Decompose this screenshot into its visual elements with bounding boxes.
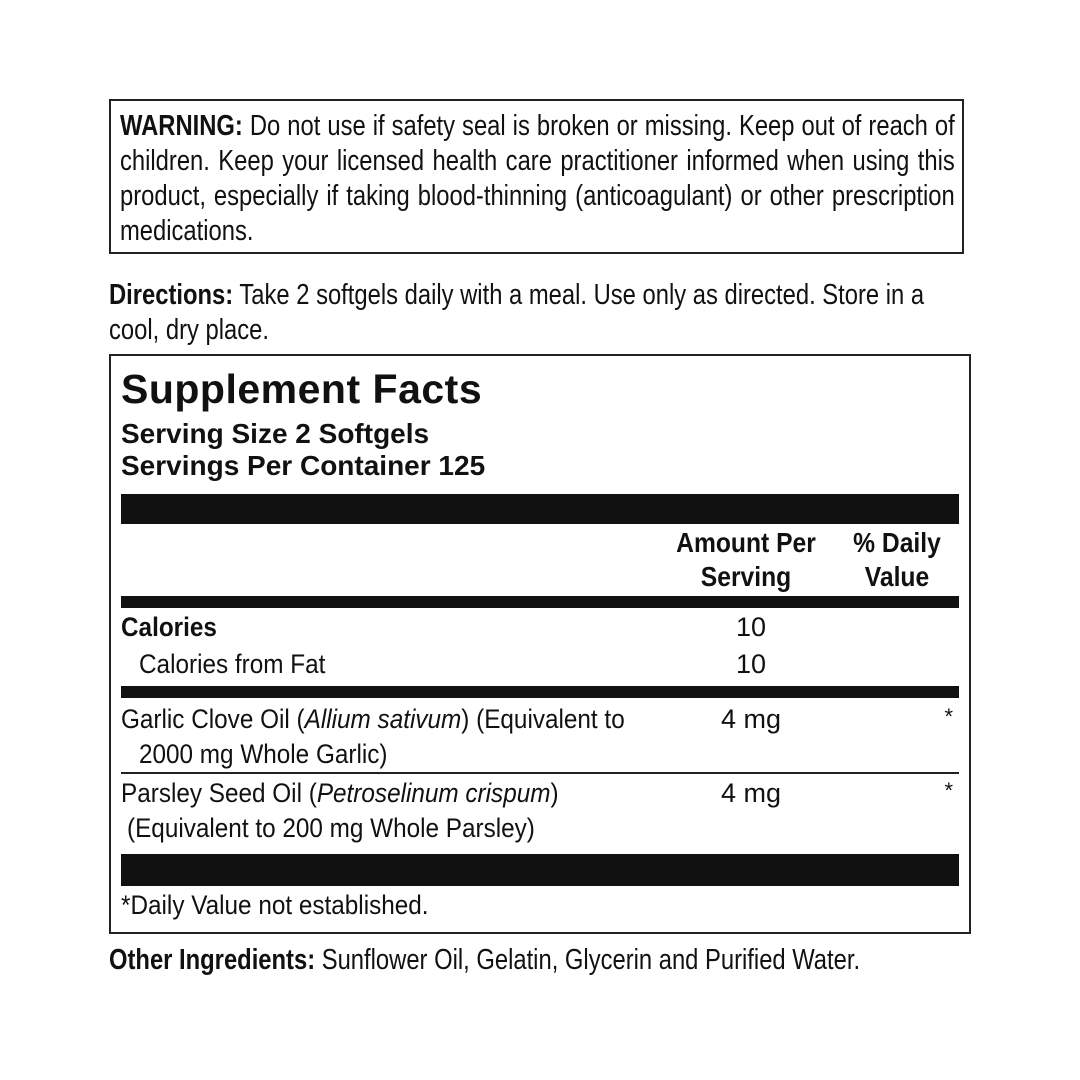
divider-under-calories bbox=[121, 686, 959, 698]
amount-header-line1: Amount Per bbox=[676, 527, 816, 558]
dv-header-line2: Value bbox=[864, 561, 930, 592]
parsley-oil-amount: 4 mg bbox=[720, 778, 782, 808]
other-ingredients-label: Other Ingredients: bbox=[109, 944, 316, 976]
facts-title: Supplement Facts bbox=[121, 366, 483, 412]
thick-divider-top bbox=[121, 494, 959, 524]
garlic-latin-name: Allium sativum bbox=[304, 704, 462, 734]
calories-from-fat-label: Calories from Fat bbox=[139, 649, 326, 679]
amount-header-line2: Serving bbox=[700, 561, 792, 592]
amount-column-header bbox=[667, 526, 825, 594]
directions-label: Directions: bbox=[109, 279, 234, 311]
parsley-oil-equivalent: (Equivalent to 200 mg Whole Parsley) bbox=[127, 813, 535, 843]
garlic-name-pre: Garlic Clove Oil ( bbox=[121, 704, 305, 734]
calories-from-fat-value: 10 bbox=[735, 649, 767, 679]
warning-box bbox=[109, 99, 964, 254]
serving-size: Serving Size 2 Softgels bbox=[121, 418, 430, 449]
directions bbox=[109, 278, 970, 348]
thick-divider-bottom bbox=[121, 854, 959, 886]
parsley-name-post: ) bbox=[550, 778, 559, 808]
supplement-facts-panel bbox=[109, 354, 971, 934]
dv-header-line1: % Daily bbox=[853, 527, 941, 558]
directions-text: Take 2 softgels daily with a meal. Use only as directed. Store in a cool, dry place. bbox=[109, 279, 925, 346]
garlic-oil-amount: 4 mg bbox=[720, 704, 782, 734]
garlic-name-post: ) (Equivalent to bbox=[461, 704, 625, 734]
daily-value-column-header bbox=[842, 526, 951, 594]
garlic-oil-equivalent: 2000 mg Whole Garlic) bbox=[139, 739, 388, 769]
divider-under-header bbox=[121, 596, 959, 608]
daily-value-footnote: *Daily Value not established. bbox=[121, 890, 429, 920]
calories-label: Calories bbox=[121, 612, 217, 642]
other-ingredients bbox=[109, 943, 1011, 978]
warning-label: WARNING: bbox=[120, 110, 243, 142]
other-ingredients-text: Sunflower Oil, Gelatin, Glycerin and Purified Water. bbox=[315, 944, 861, 976]
parsley-oil-name bbox=[121, 776, 559, 810]
calories-value: 10 bbox=[735, 612, 767, 642]
warning-text: Do not use if safety seal is broken or missing. Keep out of reach of children. Keep your licensed health care practitioner informed when using this product, especially if taking blood-thinning (anticoagulant) or other prescription medications. bbox=[120, 110, 955, 247]
servings-per-container: Servings Per Container 125 bbox=[121, 450, 486, 481]
garlic-oil-name bbox=[121, 702, 625, 736]
parsley-latin-name: Petroselinum crispum bbox=[316, 778, 551, 808]
parsley-oil-dv: * bbox=[944, 778, 953, 803]
garlic-oil-dv: * bbox=[944, 704, 953, 729]
parsley-name-pre: Parsley Seed Oil ( bbox=[121, 778, 317, 808]
divider-thin bbox=[121, 772, 959, 774]
